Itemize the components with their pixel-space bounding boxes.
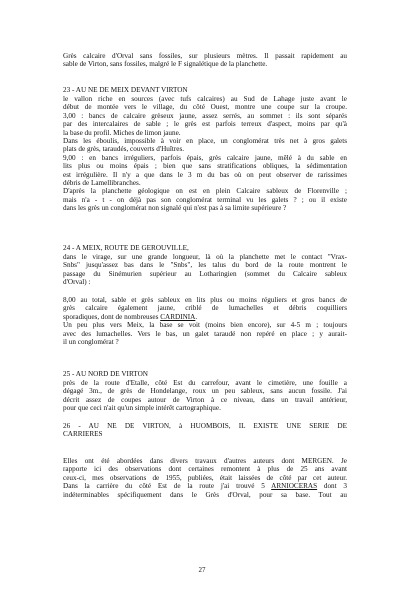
text-line: dans le virage, sur une grande longueur, là où la planchette met le contact "Vrax- <box>63 253 347 261</box>
text-line: lits plus ou moins épais ; bien que sans stratifications obliques, la sédimentation <box>63 162 347 171</box>
text-line: il un conglomérat ? <box>63 338 119 347</box>
text-line: par des intercalaires de sable ; le grès est parfois terreux d'aspect, moins par qu'à <box>63 120 347 129</box>
text-line: début de montée vers le village, du côté Ouest, montre une coupe sur la croupe. <box>63 103 347 112</box>
text-line: débris de Lamellibranches. <box>63 179 141 188</box>
text-line: pour que ceci n'ait qu'un simple intérêt cartographique. <box>63 404 221 413</box>
page-number: 27 <box>198 566 206 574</box>
section-25-body <box>63 379 347 413</box>
text-line: dégagé 3m., de grès de Hondelange, roux un peu sableux, sans aucun fossile. J'ai <box>63 387 347 396</box>
section-23-heading: 23 - AU NE DE MEIX DEVANT VIRTON <box>63 86 188 94</box>
text-line: d'Orval) : <box>63 278 91 287</box>
section-24-body <box>63 253 347 287</box>
text-line: est irrégulière. Il n'y a que dans le 3 m du bas où on peut observer de rarissimes <box>63 170 347 179</box>
text-line: Dans les éboulis, impossible à voir en place, un conglomérat très net à gros galets <box>63 137 347 146</box>
text-line: sporadiques, dont de nombreuses CARDINIA. <box>63 312 198 321</box>
text-line: plats de grès, taraudés, couverts d'Huîtres. <box>63 145 185 154</box>
section-24-measure <box>63 296 347 346</box>
text-line: Dans la carrière du côté Est de la route j'ai trouvé 5 ARNIOCERAS dont 3 <box>63 482 347 491</box>
text-line: décrit assez de coupes autour de Virton à ce niveau, dans un travail antérieur, <box>63 395 347 404</box>
intro-paragraph <box>63 52 347 69</box>
text-line: la base du profil. Miches de limon jaune. <box>63 128 181 137</box>
text-line: ceux-ci, mes observations de 1955, publiées, était laissées de côté par cet auteur. <box>63 473 347 482</box>
text-line: Un peu plus vers Meix, la base se voit (moins bien encore), sur 4-5 m ; toujours <box>63 321 347 330</box>
section-24-heading: 24 - A MEIX, ROUTE DE GEROUVILLE, <box>63 244 189 252</box>
section-26-heading: 26 - AU NE DE VIRTON, à HUOMBOIS, IL EXISTE UNE SERIE DE CARRIERES <box>63 422 347 439</box>
text-line: 3,00 : bancs de calcaire grèseux jaune, assez serrés, au sommet : ils sont séparés <box>63 111 347 120</box>
genus-arnioceras: ARNIOCERAS <box>271 482 318 491</box>
text-line: rapporte ici des observations dont certaines remontent à plus de 25 ans avant <box>63 465 347 474</box>
text-line: 8,00 au total, sable et grès sableux en lits plus ou moins réguliers et gros bancs de <box>63 296 347 304</box>
genus-cardinia: CARDINIA <box>160 312 196 321</box>
text-line: près de la route d'Etalle, côté Est du carrefour, avant le cimetière, une fouille a <box>63 379 347 387</box>
section-26-body <box>63 457 347 499</box>
text-line: grès calcaire également jaune, criblé de lumachelles et débris coquilliers <box>63 304 347 313</box>
section-23-body <box>63 95 347 213</box>
text-line: le vallon riche en sources (avec tufs calcaires) au Sud de Lahage juste avant le <box>63 95 347 103</box>
text-line: passage du Sinémurien supérieur au Lotharingien (sommet du Calcaire sableux <box>63 269 347 278</box>
text-line: sable de Virton, sans fossiles, malgré le F signalétique de la planchette. <box>63 60 268 69</box>
text-line: mais n'a - t - on déjà pas son conglomérat terminal vu les galets ? ; ou il existe <box>63 195 347 204</box>
text-line: Grès calcaire d'Orval sans fossiles, sur plusieurs mètres. Il passait rapidement au <box>63 52 347 60</box>
text-line: avec des lumachelles. Vers le bas, un galet taraudé non repéré en place ; y aurait- <box>63 329 347 338</box>
text-line: Snbs" jusqu'assez bas dans le "Snbs", les talus du bord de la route montrent le <box>63 261 347 270</box>
section-25-heading: 25 - AU NORD DE VIRTON <box>63 370 148 378</box>
text-line: 9,00 : en bancs irréguliers, parfois épais, grès calcaire jaune, mêlé à du sable en <box>63 153 347 162</box>
text-line: Elles ont été abordées dans divers travaux d'autres auteurs dont MERGEN. Je <box>63 457 347 465</box>
text-line: D'après la planchette géologique on est en plein Calcaire sableux de Florenville ; <box>63 187 347 196</box>
text-line: dans les grès un conglomérat non signalé qui n'est pas à sa limite supérieure ? <box>63 204 287 213</box>
text-line: indéterminables spécifiquement dans le Grès d'Orval, pour sa base. Tout au <box>63 490 347 499</box>
